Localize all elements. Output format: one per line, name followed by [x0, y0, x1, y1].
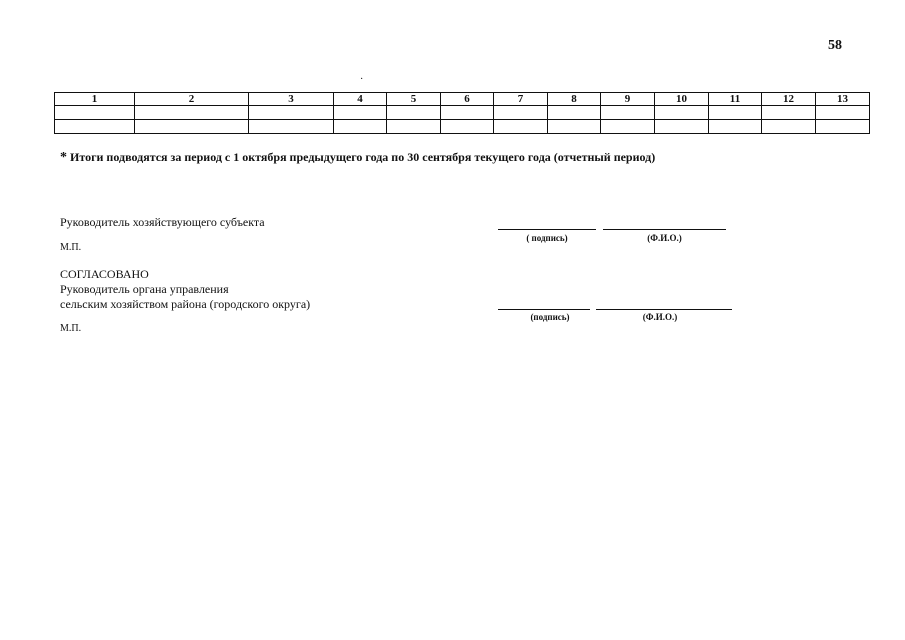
column-header: 7 — [494, 93, 548, 106]
table-cell[interactable] — [762, 106, 816, 120]
column-header: 11 — [709, 93, 762, 106]
table-cell[interactable] — [334, 120, 387, 134]
table-row — [55, 106, 870, 120]
head-signature-line[interactable] — [498, 229, 596, 230]
footnote-text: Итоги подводятся за период с 1 октября предыдущего года по 30 сентября текущего года (отчетный период) — [67, 150, 656, 164]
approval-signature-line[interactable] — [498, 309, 590, 310]
table-body — [55, 106, 870, 134]
form-table — [54, 92, 870, 134]
table-cell[interactable] — [494, 106, 548, 120]
table-cell[interactable] — [135, 120, 249, 134]
table-cell[interactable] — [55, 106, 135, 120]
column-header: 12 — [762, 93, 816, 106]
table-cell[interactable] — [601, 106, 655, 120]
table-cell[interactable] — [387, 120, 441, 134]
head-name-line[interactable] — [603, 229, 726, 230]
table-cell[interactable] — [494, 120, 548, 134]
table-cell[interactable] — [548, 120, 601, 134]
table-cell[interactable] — [334, 106, 387, 120]
table-cell[interactable] — [249, 120, 334, 134]
column-header: 6 — [441, 93, 494, 106]
table-cell[interactable] — [816, 120, 870, 134]
column-header: 5 — [387, 93, 441, 106]
column-header: 3 — [249, 93, 334, 106]
head-name-caption: (Ф.И.О.) — [647, 233, 682, 243]
column-header: 8 — [548, 93, 601, 106]
page-number: 58 — [828, 38, 842, 53]
column-header: 10 — [655, 93, 709, 106]
table-cell[interactable] — [655, 106, 709, 120]
head-title: Руководитель хозяйствующего субъекта — [60, 215, 265, 229]
table-cell[interactable] — [601, 120, 655, 134]
column-header: 4 — [334, 93, 387, 106]
table-cell[interactable] — [709, 106, 762, 120]
approval-signature-caption: (подпись) — [530, 312, 570, 322]
table-header-row — [55, 93, 870, 106]
table-cell[interactable] — [709, 120, 762, 134]
table-cell[interactable] — [762, 120, 816, 134]
approval-seal: М.П. — [60, 323, 82, 334]
approval-heading: СОГЛАСОВАНО — [60, 267, 149, 281]
table-cell[interactable] — [135, 106, 249, 120]
table-cell[interactable] — [387, 106, 441, 120]
column-header: 13 — [816, 93, 870, 106]
footnote — [60, 150, 655, 166]
table-row — [55, 120, 870, 134]
table-cell[interactable] — [55, 120, 135, 134]
table-cell[interactable] — [816, 106, 870, 120]
table-cell[interactable] — [548, 106, 601, 120]
column-header: 2 — [135, 93, 249, 106]
table-cell[interactable] — [655, 120, 709, 134]
column-header: 1 — [55, 93, 135, 106]
table-cell[interactable] — [249, 106, 334, 120]
approval-name-caption: (Ф.И.О.) — [642, 312, 678, 322]
stray-mark: · — [360, 74, 364, 85]
approval-name-line[interactable] — [596, 309, 732, 310]
head-seal: М.П. — [60, 242, 82, 253]
table-cell[interactable] — [441, 120, 494, 134]
approval-line-2: сельским хозяйством района (городского округа) — [60, 297, 311, 311]
column-header: 9 — [601, 93, 655, 106]
approval-line-1: Руководитель органа управления — [60, 282, 229, 296]
table-cell[interactable] — [441, 106, 494, 120]
head-signature-caption: ( подпись) — [526, 233, 568, 243]
footnote-marker: * — [60, 150, 67, 165]
